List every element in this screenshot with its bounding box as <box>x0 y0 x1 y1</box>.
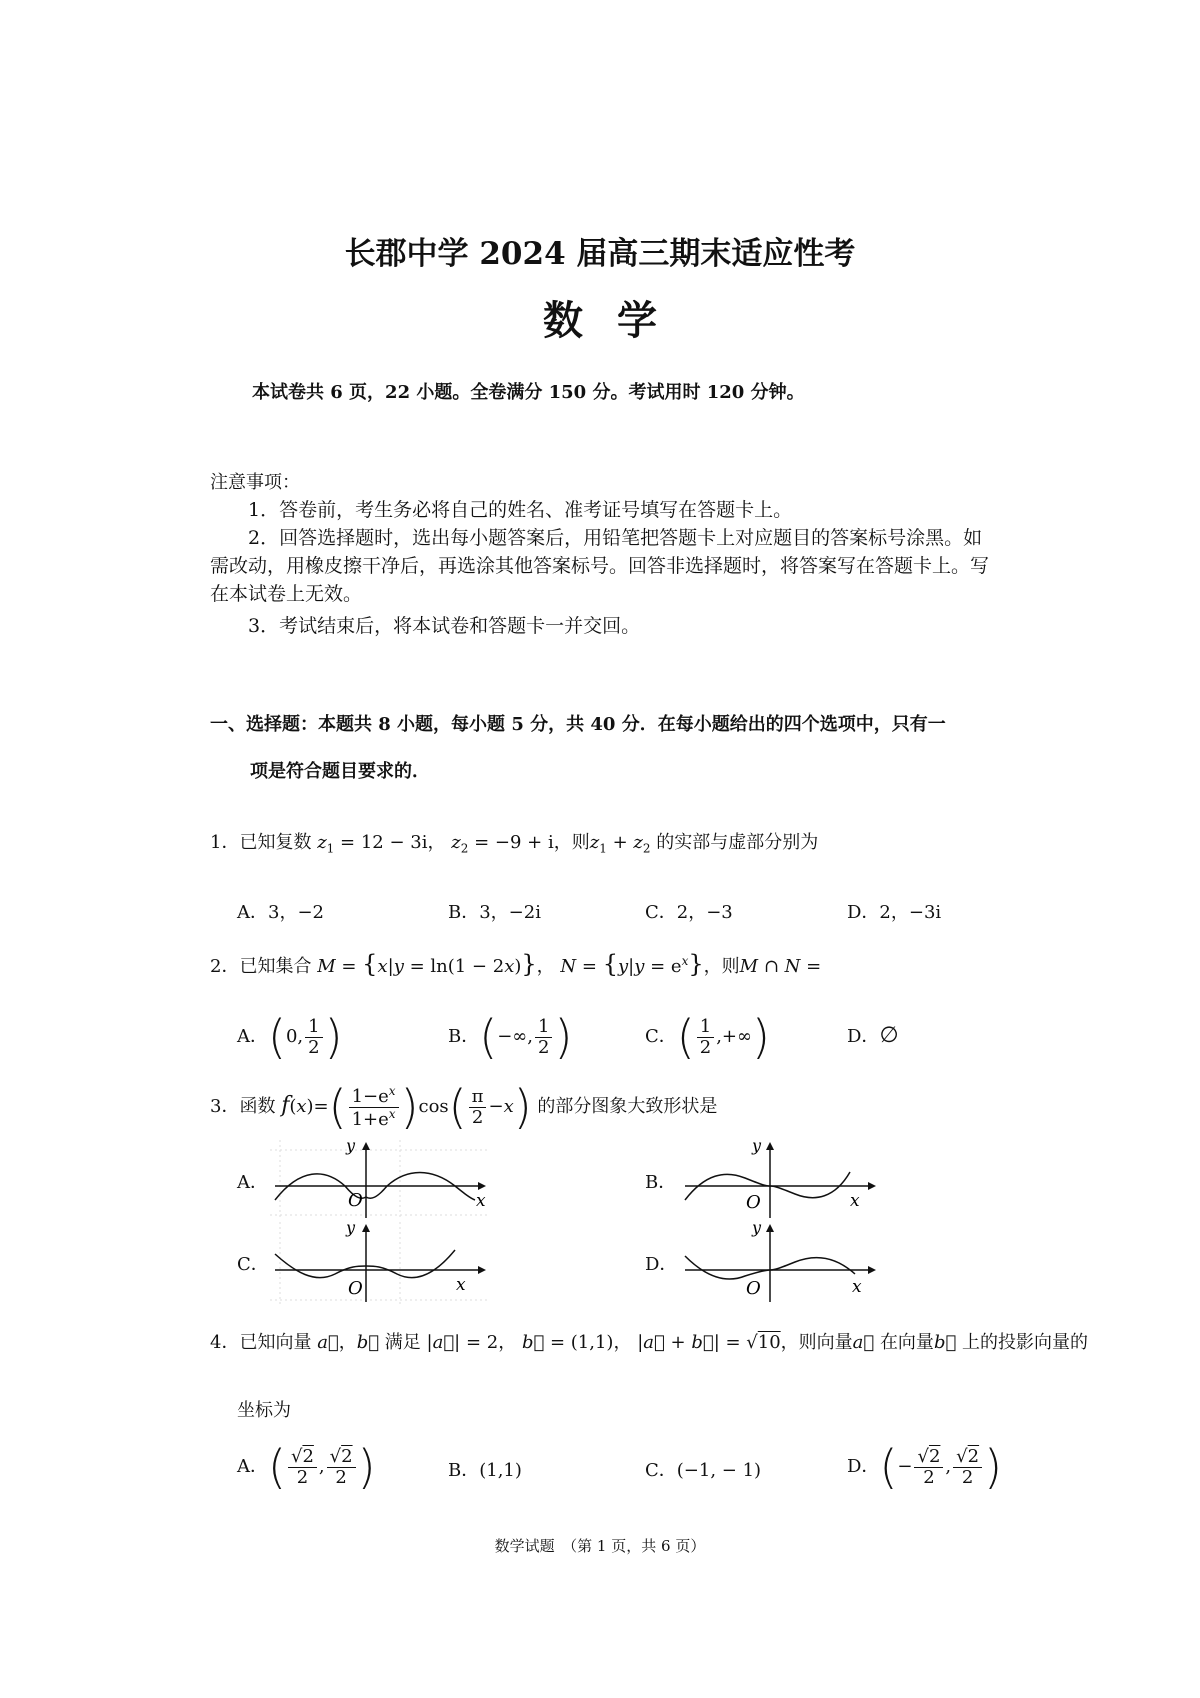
notice-heading: 注意事项： <box>210 472 300 493</box>
question-1: 1．已知复数 $z_1 = 12 - 3i$， $z_2 = -9 + i$，则$z_1 + z_2$ 的实部与虚部分别为 <box>210 832 819 856</box>
option-label: A． <box>237 1456 268 1477</box>
question-text: 在向量 <box>879 1332 934 1353</box>
q3-graph-d <box>680 1222 880 1304</box>
q4-option-b <box>448 1456 522 1482</box>
question-text: 满足 <box>384 1332 421 1353</box>
math-intersection: M ∩ N = <box>739 956 822 977</box>
math-z2: $z_2 = -9 + i$ <box>451 832 554 856</box>
question-number: 1． <box>210 832 240 853</box>
q1-option-c: C．2，−3 <box>645 902 733 923</box>
y-axis-label: y <box>346 1140 356 1155</box>
q3-option-d-label: D． <box>645 1254 678 1275</box>
exam-info: 本试卷共 6 页，22 小题。全卷满分 150 分。考试用时 120 分钟。 <box>252 382 805 403</box>
option-label: B． <box>448 1460 480 1481</box>
notice-item-3: 3．考试结束后，将本试卷和答题卡一并交回。 <box>248 615 641 637</box>
section-heading-cont: 项是符合题目要求的． <box>250 761 430 782</box>
q3-graph-a <box>270 1140 490 1220</box>
x-axis-label: x <box>852 1277 862 1297</box>
q4-option-d: D．(− $\frac{√2}{2}$ , $\frac{√2}{2}$ ) <box>847 1440 1003 1494</box>
math-condition-1: |a⃗| = 2 <box>426 1332 499 1353</box>
q4-option-a: A．( $\frac{√2}{2}$ , $\frac{√2}{2}$ ) <box>237 1440 376 1494</box>
origin-label: O <box>746 1278 761 1299</box>
q2-option-c: C．( $\frac{1}{2}$ ,+∞) <box>645 1010 770 1064</box>
origin-label: O <box>348 1278 363 1299</box>
page-footer: 数学试题 （第 1 页，共 6 页） <box>494 1537 706 1555</box>
question-text: 已知向量 <box>239 1332 312 1353</box>
q4-option-c <box>645 1456 761 1482</box>
option-label: D． <box>847 1026 880 1047</box>
y-axis-label: y <box>346 1222 356 1237</box>
question-4: 4．已知向量 a⃗，b⃗ 满足 |a⃗| = 2， b⃗ = (1,1)， |a⃗ + b⃗| = √10，则向量a⃗ 在向量b⃗ 上的投影向量的 <box>210 1332 1088 1353</box>
q2-option-a: A．(0, $\frac{1}{2}$ ) <box>237 1010 343 1064</box>
option-label: C． <box>645 1460 677 1481</box>
curve <box>275 1250 455 1278</box>
q3-option-b-label: B． <box>645 1172 677 1193</box>
math-function: f(x)=( $\frac{1-e^x}{1+e^x}$ )cos( $\frac{\pi}{2}$ −x) <box>281 1080 532 1134</box>
notice-item-1: 1．答卷前，考生务必将自己的姓名、准考证号填写在答题卡上。 <box>248 499 793 521</box>
question-text: ，则向量 <box>780 1332 853 1353</box>
math-sum: $z_1 + z_2$ <box>589 832 651 856</box>
option-label: C． <box>645 1026 677 1047</box>
question-number: 4． <box>210 1332 240 1353</box>
math-set-n: $N = \{y|y = e^x\}$ <box>560 950 704 978</box>
option-label: A． <box>237 1026 268 1047</box>
subject-title: 数学 <box>543 297 691 344</box>
question-text: ，则 <box>703 956 740 977</box>
question-text: ，则 <box>553 832 590 853</box>
exam-title: 长郡中学 2024 届高三期末适应性考 <box>344 236 856 272</box>
question-text: 的实部与虚部分别为 <box>656 832 819 853</box>
math-vector-b: b⃗ <box>356 1332 380 1353</box>
question-4-cont: 坐标为 <box>237 1400 291 1421</box>
y-axis-label: y <box>752 1140 762 1155</box>
option-label: B． <box>448 1026 480 1047</box>
x-axis-label: x <box>850 1191 860 1211</box>
option-label: D． <box>847 1456 880 1477</box>
q1-option-b: B．3，−2i <box>448 902 541 923</box>
question-text: 的部分图象大致形状是 <box>537 1096 718 1117</box>
q2-option-d <box>847 1022 899 1048</box>
q3-graph-b <box>680 1140 880 1220</box>
q2-option-b: B．(−∞, $\frac{1}{2}$ ) <box>448 1010 573 1064</box>
notice-item-2: 2．回答选择题时，选出每小题答案后，用铅笔把答题卡上对应题目的答案标号涂黑。如需改动，用橡皮擦干净后，再选涂其他答案标号。回答非选择题时，将答案写在答题卡上。写在本试卷上无效。 <box>210 527 990 605</box>
question-number: 3． <box>210 1096 240 1117</box>
section-heading: 一、选择题：本题共 8 小题，每小题 5 分，共 40 分．在每小题给出的四个选项中，只有一 <box>210 714 946 735</box>
question-number: 2． <box>210 956 240 977</box>
q1-option-d: D．2，−3i <box>847 902 942 923</box>
q3-option-a-label: A． <box>237 1172 268 1193</box>
question-text: 已知复数 <box>239 832 312 853</box>
math-set-m: M = {x|y = ln(1 − 2x)} <box>317 950 537 978</box>
question-text: 已知集合 <box>239 956 312 977</box>
q1-option-a: A．3，−2 <box>237 902 324 923</box>
question-text: 上的投影向量的 <box>962 1332 1088 1353</box>
origin-label: O <box>746 1192 761 1213</box>
x-axis-label: x <box>456 1275 466 1295</box>
option-value: (1,1) <box>479 1460 522 1481</box>
question-3 <box>210 1080 717 1134</box>
q3-option-c-label: C． <box>237 1254 269 1275</box>
y-axis-label: y <box>752 1222 762 1237</box>
math-condition-3: |a⃗ + b⃗| = √10 <box>637 1332 781 1353</box>
question-text: 函数 <box>239 1096 276 1117</box>
math-z1: $z_1 = 12 - 3i$ <box>317 832 428 856</box>
origin-label: O <box>348 1190 363 1211</box>
q3-graph-c <box>270 1222 490 1304</box>
math-condition-2: b⃗ = (1,1) <box>521 1332 614 1353</box>
option-value: (−1, − 1) <box>676 1460 762 1481</box>
math-vector-a: a⃗ <box>317 1332 339 1353</box>
x-axis-label: x <box>476 1191 486 1211</box>
empty-set-symbol: ∅ <box>879 1023 899 1048</box>
question-2: 2．已知集合 M = {x|y = ln(1 − 2x)}， $N = \{y|y = e^x\}$，则M ∩ N = <box>210 950 822 978</box>
